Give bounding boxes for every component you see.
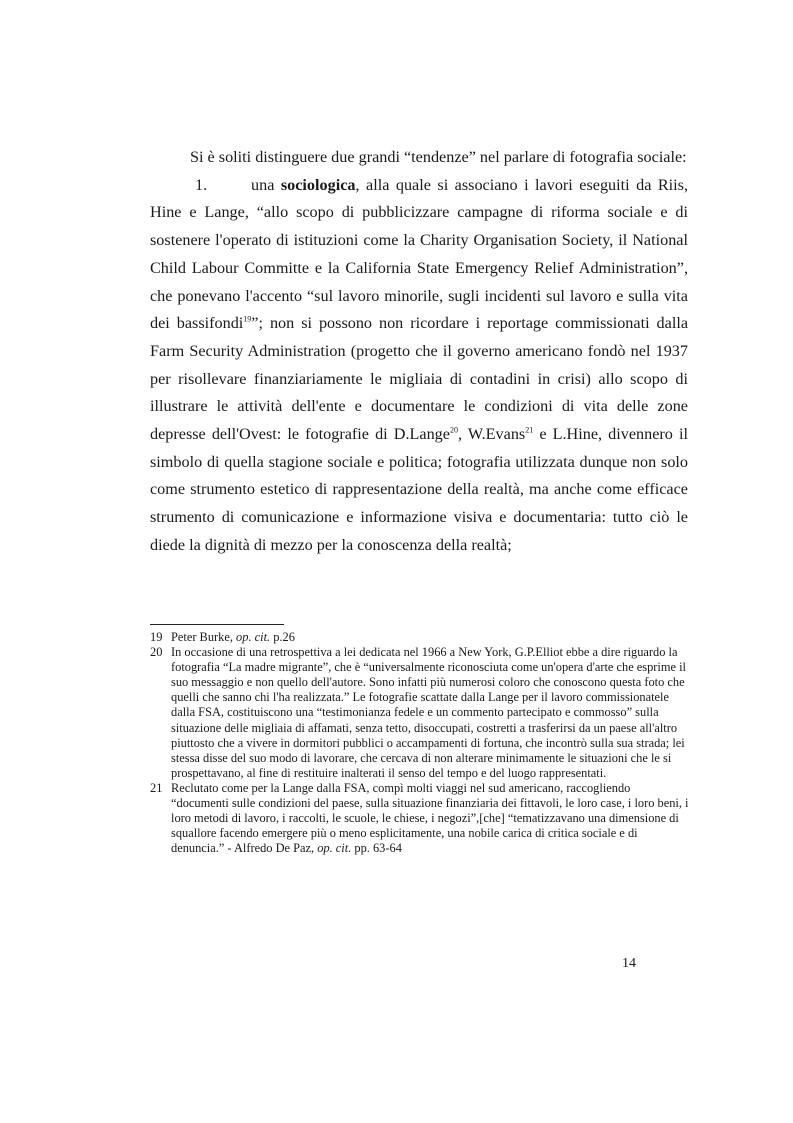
footnote-ref-20: 20: [449, 425, 458, 435]
footnote-number: 19: [150, 630, 163, 644]
footnote-text: Reclutato come per la Lange dalla FSA, compì molti viaggi nel sud americano, raccogliendo “documenti sulle condizioni del paese, sulla situazione finanziaria dei fittavoli, le loro case, i loro beni, i loro metodi di lavoro, i raccolti, le scuole, le chiese, i negozi”,[che] “tematizzavano una dimensione di squallore facendo emergere più o meno esplicitamente, una nobile carica di critica sociale e di denuncia.” - Alfredo De Paz,: [171, 780, 689, 856]
page-number: 14: [622, 956, 636, 971]
footnote-italic: op. cit.: [236, 630, 271, 644]
footnote-italic: op. cit.: [317, 841, 352, 856]
footnote-21: [150, 781, 690, 856]
footnote-separator: [150, 624, 284, 625]
list-item-text-d: e L.Hine, divennero il simbolo di quella stagione sociale e politica; fotografia utilizzata dunque non solo come strumento estetico di rappresentazione della realtà, ma anche come efficace strumento di comunicazione e informazione visiva e documentaria: tutto ciò le diede la dignità di mezzo per la conoscenza della realtà;: [150, 425, 688, 554]
footnote-text: Peter Burke,: [171, 630, 237, 644]
list-item-1: [150, 172, 688, 560]
footnote-ref-19: 19: [243, 314, 252, 324]
footnote-number: 21: [150, 780, 163, 795]
footnote-text-post: pp. 63-64: [351, 841, 402, 856]
footnote-19: [150, 630, 690, 645]
list-item-number: 1.: [195, 175, 208, 194]
list-item-text-a: , alla quale si associano i lavori eseguiti da Riis, Hine e Lange, “allo scopo di pubblicizzare campagne di riforma sociale e di sostenere l'operato di istituzioni come la Charity Organisation Society, il National Child Labour Committe e la California State Emergency Relief Administration”, che ponevano l'accento “sul lavoro minorile, sugli incidenti sul lavoro e sulla vita dei bassifondi: [150, 175, 689, 333]
list-item-bold-term: sociologica: [280, 175, 356, 194]
list-item-text-b: ”; non si possono non ricordare i reportage commissionati dalla Farm Security Administration (progetto che il governo americano fondò nel 1937 per risollevare finanziariamente le migliaia di contadini in crisi) allo scopo di illustrare le attività dell'ente e documentare le condizioni di vita delle zone depresse dell'Ovest: le fotografie di D.Lange: [150, 314, 688, 444]
list-item-text-c: , W.Evans: [457, 425, 526, 444]
main-text: [150, 144, 688, 560]
footnote-text-post: p.26: [270, 630, 295, 644]
footnote-20: [150, 645, 690, 781]
footnote-text: In occasione di una retrospettiva a lei dedicata nel 1966 a New York, G.P.Elliot ebbe a dire riguardo la fotografia “La madre migrante”, che è “universalmente riconosciuta come un'opera d'arte che esprime il suo messaggio e non quello dell'autore. Sono infatti più numerosi coloro che conoscono questa foto che quelli che sanno chi l'ha realizzata.” Le fotografie scattate dalla Lange per il lavoro commissionatele dalla FSA, costituiscono una “testimonianza fedele e un commento partecipato e commosso” sulla situazione delle migliaia di affamati, senza tetto, disoccupati, costretti a trasferirsi da un paese all'altro piuttosto che a vivere in dormitori pubblici o accampamenti di fortuna, che incontrò sulla sua strada; lei stessa disse del suo modo di lavorare, che cercava di non alterare minimamente le situazioni che le si prospettavano, al fine di restituire inalterati il senso del tempo e del luogo rappresentati.: [171, 645, 686, 780]
footnotes: [150, 630, 690, 856]
intro-paragraph: Si è soliti distinguere due grandi “tendenze” nel parlare di fotografia sociale:: [190, 148, 687, 166]
footnote-ref-21: 21: [525, 425, 534, 435]
list-item-text-pre: una: [251, 175, 281, 194]
footnote-number: 20: [150, 645, 163, 660]
